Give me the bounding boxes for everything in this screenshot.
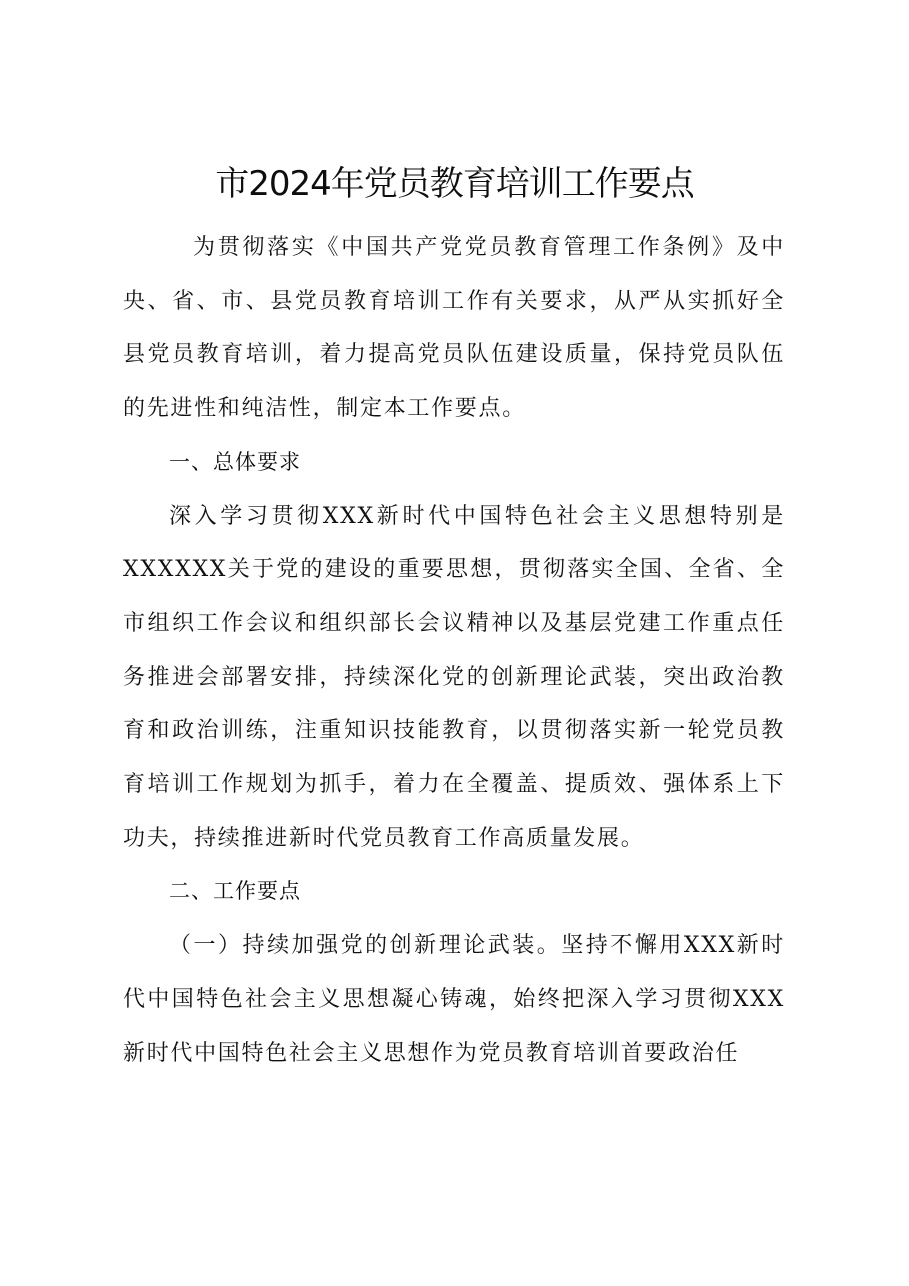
- section-heading-work-points: 二、工作要点: [169, 879, 301, 904]
- overall-requirements-paragraph: 深入学习贯彻XXX新时代中国特色社会主义思想特别是XXXXXX关于党的建设的重要思想，贯彻落实全国、全省、全市组织工作会议和组织部长会议精神以及基层党建工作重点任务推进会部署安排，持续深化党的创新理论武装，突出政治教育和政治训练，注重知识技能教育，以贯彻落实新一轮党员教育培训工作规划为抓手，着力在全覆盖、提质效、强体系上下功夫，持续推进新时代党员教育工作高质量发展。: [123, 503, 785, 851]
- document-title: 市2024年党员教育培训工作要点: [215, 164, 694, 204]
- intro-paragraph: 为贯彻落实《中国共产党党员教育管理工作条例》及中央、省、市、县党员教育培训工作有关要求，从严从实抓好全县党员教育培训，着力提高党员队伍建设质量，保持党员队伍的先进性和纯洁性，制定本工作要点。: [123, 235, 785, 422]
- work-point-item-1-paragraph: （一）持续加强党的创新理论武装。坚持不懈用XXX新时代中国特色社会主义思想凝心铸魂，始终把深入学习贯彻XXX新时代中国特色社会主义思想作为党员教育培训首要政治任: [123, 933, 785, 1066]
- section-heading-overall-requirements: 一、总体要求: [169, 449, 301, 474]
- document-body: [123, 221, 785, 1080]
